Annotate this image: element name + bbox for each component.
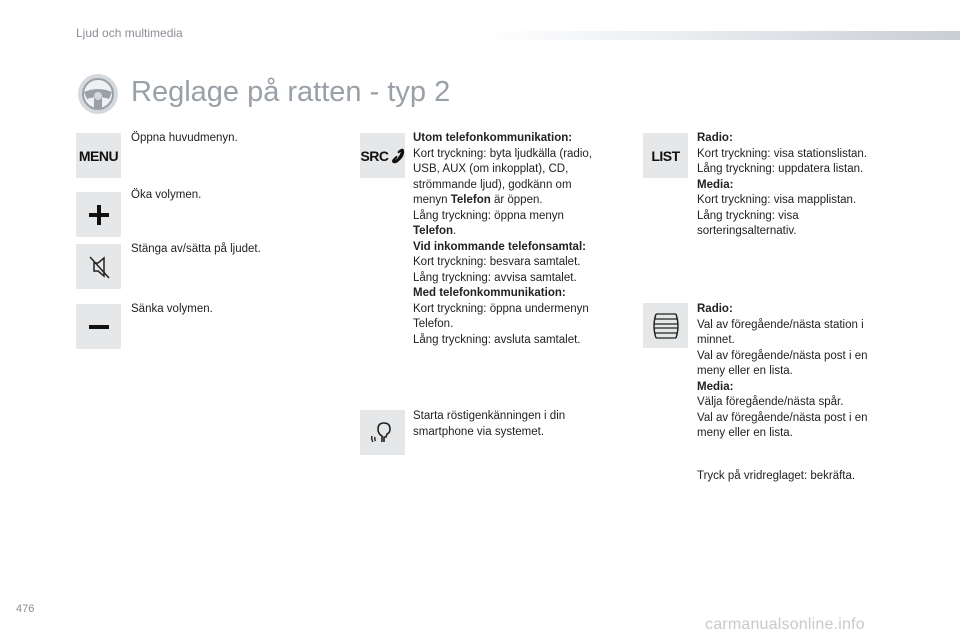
wheel-line-heading: Media: (697, 380, 734, 393)
wheel-line: Välja föregående/nästa spår. (697, 396, 844, 408)
src-line-heading: Med telefonkommunikation: (413, 287, 566, 299)
list-line: Lång tryckning: uppdatera listan. (697, 163, 864, 175)
header-bar (480, 31, 960, 40)
src-line: Lång tryckning: öppna menyn (413, 209, 564, 222)
volume-down-button[interactable] (76, 304, 121, 349)
wheel-line: minnet. (697, 334, 735, 346)
volume-up-description: Öka volymen. (131, 189, 202, 201)
voice-recognition-description (413, 409, 628, 440)
mute-description: Stänga av/sätta på ljudet. (131, 243, 261, 255)
list-line-heading: Radio: (697, 132, 733, 144)
menu-button[interactable] (76, 133, 121, 178)
list-line: Lång tryckning: visa (697, 209, 799, 222)
wheel-line: Val av föregående/nästa station i (697, 318, 864, 331)
list-button[interactable] (643, 133, 688, 178)
voice-command-icon (368, 418, 398, 448)
src-line-text: är öppen. (490, 194, 543, 206)
thumbwheel-description (697, 302, 917, 442)
src-line-heading: Vid inkommande telefonsamtal: (413, 240, 586, 253)
wheel-line-heading: Radio: (697, 303, 733, 315)
volume-down-description: Sänka volymen. (131, 303, 213, 315)
list-description (697, 131, 917, 240)
thumbwheel-icon (650, 311, 682, 341)
phone-handset-icon (391, 148, 405, 164)
wheel-line: meny eller en lista. (697, 427, 793, 439)
src-button-label: SRC (360, 147, 389, 164)
src-button[interactable] (360, 133, 405, 178)
section-header: Ljud och multimedia (76, 26, 183, 40)
thumbwheel-control[interactable] (643, 303, 688, 348)
src-line: Kort tryckning: byta ljudkälla (radio, (413, 147, 592, 160)
minus-icon (87, 315, 111, 339)
menu-description: Öppna huvudmenyn. (131, 132, 238, 144)
watermark: carmanualsonline.info (705, 616, 865, 633)
plus-icon (87, 203, 111, 227)
wheel-line: Val av föregående/nästa post i en (697, 349, 868, 362)
src-line: USB, AUX (om inkopplat), CD, (413, 163, 569, 175)
list-button-label: LIST (651, 147, 680, 164)
src-line: Lång tryckning: avvisa samtalet. (413, 271, 577, 284)
src-line-heading: Utom telefonkommunikation: (413, 132, 573, 144)
src-line-text: menyn (413, 194, 451, 206)
mute-button[interactable] (76, 244, 121, 289)
src-line: Kort tryckning: öppna undermenyn (413, 302, 589, 315)
list-line-heading: Media: (697, 178, 734, 191)
src-line-bold: Telefon (413, 225, 454, 237)
volume-up-button[interactable] (76, 192, 121, 237)
page-number: 476 (16, 603, 35, 615)
wheel-line: meny eller en lista. (697, 365, 793, 377)
src-description (413, 131, 628, 348)
wheel-line: Val av föregående/nästa post i en (697, 411, 868, 424)
voice-line: Starta röstigenkänningen i din (413, 410, 566, 422)
list-line: sorteringsalternativ. (697, 225, 797, 237)
speaker-mute-icon (85, 253, 113, 281)
src-line-bold: Telefon (450, 194, 491, 206)
src-line (413, 224, 628, 240)
src-line: Telefon. (413, 318, 454, 330)
src-line: Lång tryckning: avsluta samtalet. (413, 333, 581, 346)
thumbwheel-press-description: Tryck på vridreglaget: bekräfta. (697, 470, 856, 482)
list-line: Kort tryckning: visa mapplistan. (697, 194, 857, 206)
menu-button-label: MENU (78, 147, 119, 164)
list-line: Kort tryckning: visa stationslistan. (697, 147, 868, 160)
src-line (413, 193, 628, 209)
src-line: strömmande ljud), godkänn om (413, 178, 572, 191)
src-line-text: . (453, 225, 457, 237)
voice-line: smartphone via systemet. (413, 425, 545, 438)
page-title: Reglage på ratten - typ 2 (131, 76, 451, 108)
voice-recognition-button[interactable] (360, 410, 405, 455)
src-line: Kort tryckning: besvara samtalet. (413, 256, 581, 268)
steering-wheel-icon (76, 72, 120, 116)
